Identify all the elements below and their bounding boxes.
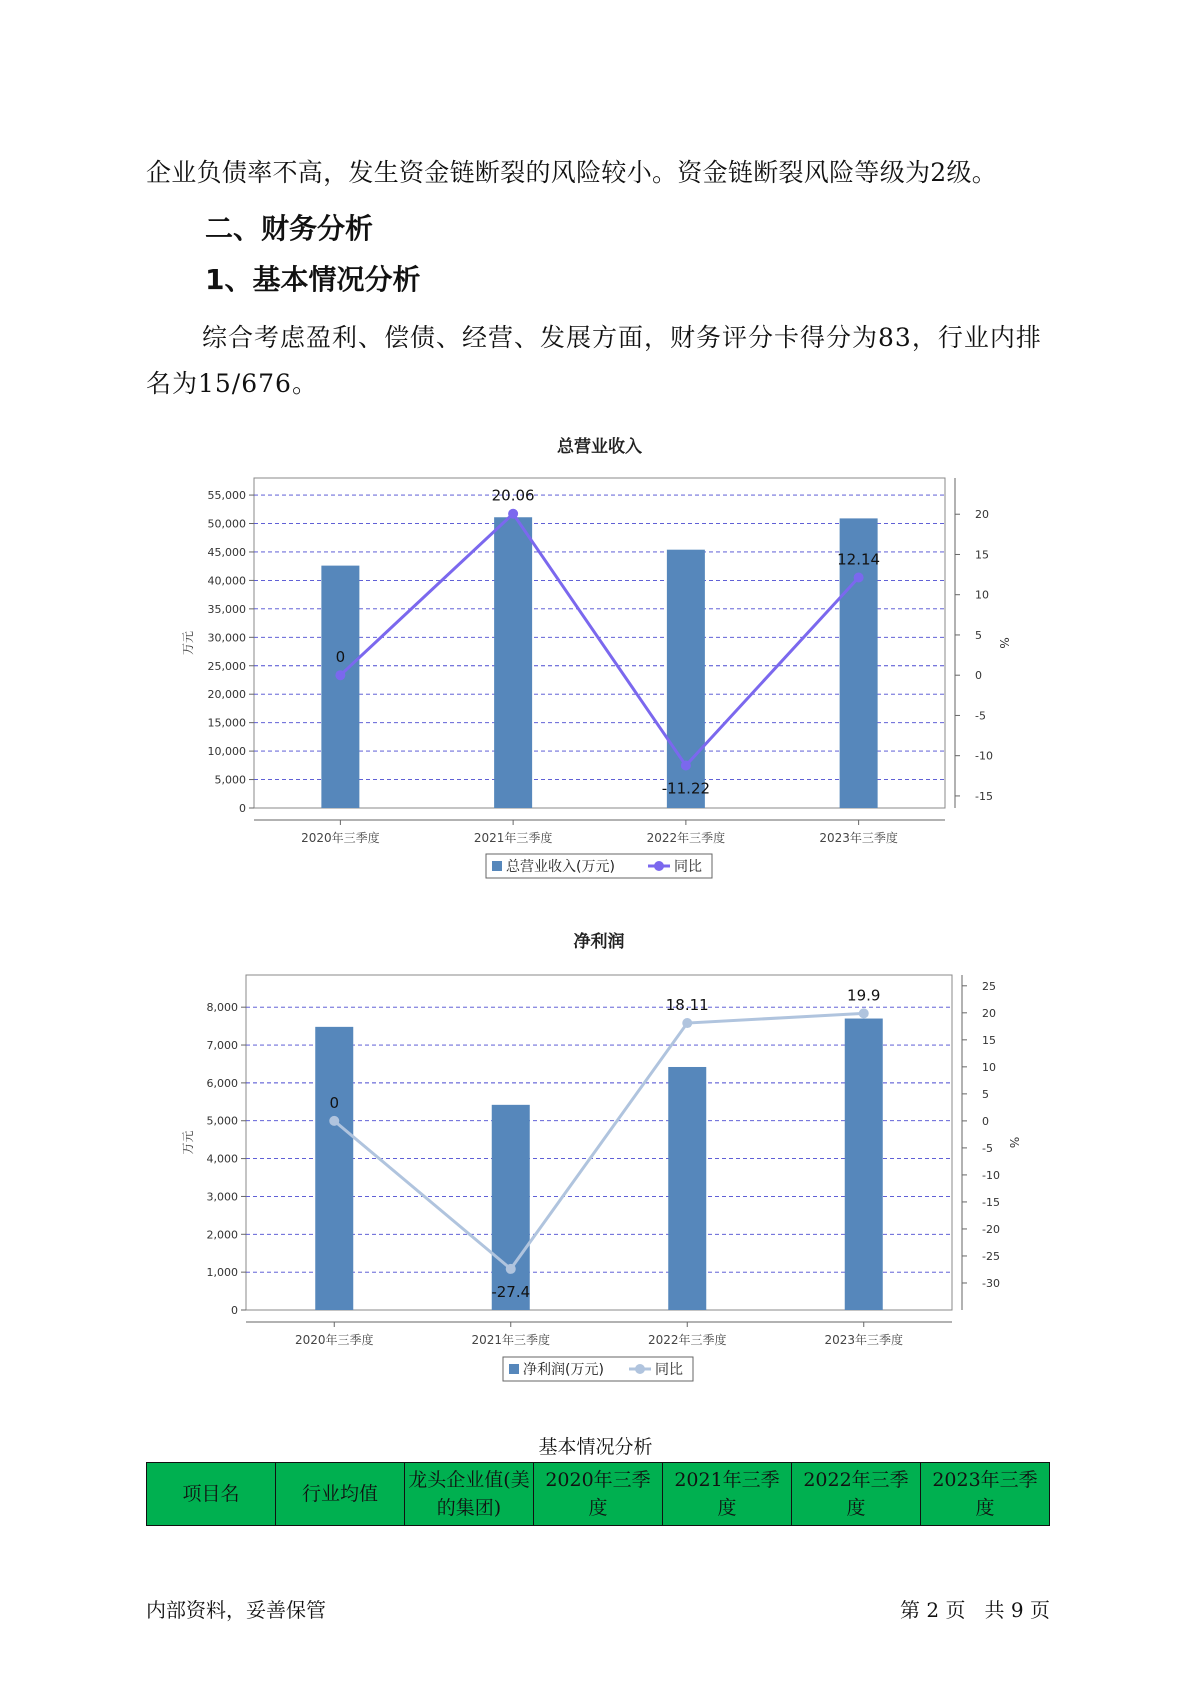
table-header-cell: 项目名 (147, 1463, 276, 1526)
table-header-cell: 龙头企业值(美的集团) (405, 1463, 534, 1526)
y2-tick-label: 0 (975, 669, 982, 683)
y2-tick-label: 5 (982, 1087, 989, 1101)
y-tick-label: 3,000 (206, 1190, 238, 1204)
legend-line-marker (654, 861, 664, 871)
y2-tick-label: -30 (982, 1276, 1000, 1290)
yoy-point (854, 572, 864, 582)
yoy-point (681, 761, 691, 771)
y2-tick-label: -5 (975, 709, 986, 723)
y-tick-label: 35,000 (207, 602, 246, 616)
yoy-point (329, 1116, 339, 1126)
y2-tick-label: -10 (975, 749, 993, 763)
x-tick-label: 2020年三季度 (294, 1333, 374, 1347)
legend-bar-swatch (492, 861, 502, 871)
y-tick-label: 30,000 (207, 631, 246, 645)
x-tick-label: 2021年三季度 (471, 1333, 551, 1347)
yoy-data-label: 0 (335, 648, 346, 667)
x-tick-label: 2023年三季度 (824, 1333, 904, 1347)
intro-paragraph: 企业负债率不高，发生资金链断裂的风险较小。资金链断裂风险等级为2级。 (146, 158, 998, 187)
y-tick-label: 5,000 (206, 1114, 238, 1128)
bar (494, 517, 532, 808)
bar (845, 1019, 883, 1310)
footer-confidential-note: 内部资料，妥善保管 (146, 1598, 326, 1622)
legend-line-marker (635, 1364, 645, 1374)
y2-tick-label: 15 (982, 1033, 996, 1047)
y-tick-label: 1,000 (206, 1266, 238, 1280)
bar (321, 566, 359, 808)
legend-line-label: 同比 (674, 859, 702, 875)
table-header-cell: 2021年三季度 (663, 1463, 792, 1526)
chart-title: 总营业收入 (557, 437, 642, 457)
bar (315, 1027, 353, 1310)
yoy-data-label: -27.4 (491, 1282, 531, 1301)
y2-tick-label: 10 (975, 588, 989, 602)
chart-legend (486, 854, 712, 878)
y2-tick-label: 20 (975, 508, 989, 522)
footer-page-number: 第 2 页 共 9 页 (900, 1598, 1050, 1622)
yoy-data-label: 19.9 (847, 986, 881, 1005)
y-tick-label: 8,000 (206, 1001, 238, 1015)
y-tick-label: 55,000 (207, 489, 246, 503)
y-tick-label: 5,000 (214, 773, 246, 787)
y-axis-label: 万元 (181, 630, 195, 656)
x-tick-label: 2020年三季度 (301, 831, 380, 845)
table-header-cell: 2023年三季度 (921, 1463, 1050, 1526)
yoy-data-label: 0 (329, 1093, 340, 1112)
x-tick-label: 2022年三季度 (646, 831, 726, 845)
basic-analysis-table (146, 1462, 1050, 1526)
legend-bar-label: 总营业收入(万元) (506, 859, 615, 875)
x-tick-label: 2022年三季度 (647, 1333, 727, 1347)
legend-bar-swatch (509, 1364, 519, 1374)
x-tick-label: 2021年三季度 (473, 831, 553, 845)
y2-tick-label: 10 (982, 1060, 996, 1074)
y-tick-label: 0 (231, 1304, 238, 1317)
bar (492, 1105, 530, 1310)
legend-line-label: 同比 (655, 1362, 683, 1378)
y-tick-label: 0 (239, 802, 246, 815)
y2-tick-label: 5 (975, 628, 982, 642)
yoy-data-label: 20.06 (491, 486, 535, 505)
y-tick-label: 7,000 (206, 1039, 238, 1053)
yoy-data-label: -11.22 (661, 779, 711, 798)
table-header-cell: 2022年三季度 (792, 1463, 921, 1526)
summary-paragraph: 综合考虑盈利、偿债、经营、发展方面，财务评分卡得分为83，行业内排名为15/676。 (146, 323, 1042, 398)
y-axis-label: 万元 (181, 1130, 195, 1155)
revenue-chart (0, 430, 1191, 890)
yoy-point (508, 509, 518, 519)
y2-tick-label: -15 (982, 1195, 1000, 1209)
y2-tick-label: -15 (975, 789, 993, 803)
y-tick-label: 10,000 (207, 745, 246, 759)
bar (668, 1067, 706, 1310)
y2-tick-label: 25 (982, 979, 996, 993)
yoy-data-label: 12.14 (837, 550, 881, 569)
yoy-data-label: 18.11 (665, 996, 709, 1015)
yoy-point (859, 1008, 869, 1018)
y2-tick-label: 15 (975, 548, 989, 562)
y2-axis-label: % (1007, 1136, 1021, 1149)
y2-tick-label: -10 (982, 1168, 1000, 1182)
y-tick-label: 20,000 (207, 688, 246, 702)
y-tick-label: 45,000 (207, 545, 246, 559)
yoy-point (506, 1264, 516, 1274)
y-tick-label: 4,000 (206, 1152, 238, 1166)
yoy-point (682, 1018, 692, 1028)
y-tick-label: 15,000 (207, 716, 246, 730)
legend-bar-label: 净利润(万元) (523, 1362, 604, 1378)
chart-title: 净利润 (573, 932, 625, 952)
y-tick-label: 2,000 (206, 1228, 238, 1242)
subsection-heading: 1、基本情况分析 (205, 263, 421, 296)
y-tick-label: 40,000 (207, 574, 246, 588)
y2-tick-label: 20 (982, 1006, 996, 1020)
y-tick-label: 6,000 (206, 1076, 238, 1090)
y2-tick-label: 0 (982, 1114, 989, 1128)
table-header-cell: 行业均值 (276, 1463, 405, 1526)
y-tick-label: 50,000 (207, 517, 246, 531)
net-profit-chart (0, 925, 1191, 1390)
y2-tick-label: -20 (982, 1222, 1000, 1236)
y2-tick-label: -25 (982, 1249, 1000, 1263)
table-header-cell: 2020年三季度 (534, 1463, 663, 1526)
y2-axis-label: % (997, 637, 1011, 649)
table-header-row (147, 1463, 1050, 1526)
x-tick-label: 2023年三季度 (819, 831, 898, 845)
table-caption: 基本情况分析 (538, 1436, 653, 1458)
y-tick-label: 25,000 (207, 659, 246, 673)
yoy-point (335, 670, 345, 680)
section-heading: 二、财务分析 (205, 212, 374, 245)
y2-tick-label: -5 (982, 1141, 993, 1155)
chart-legend (503, 1357, 693, 1381)
